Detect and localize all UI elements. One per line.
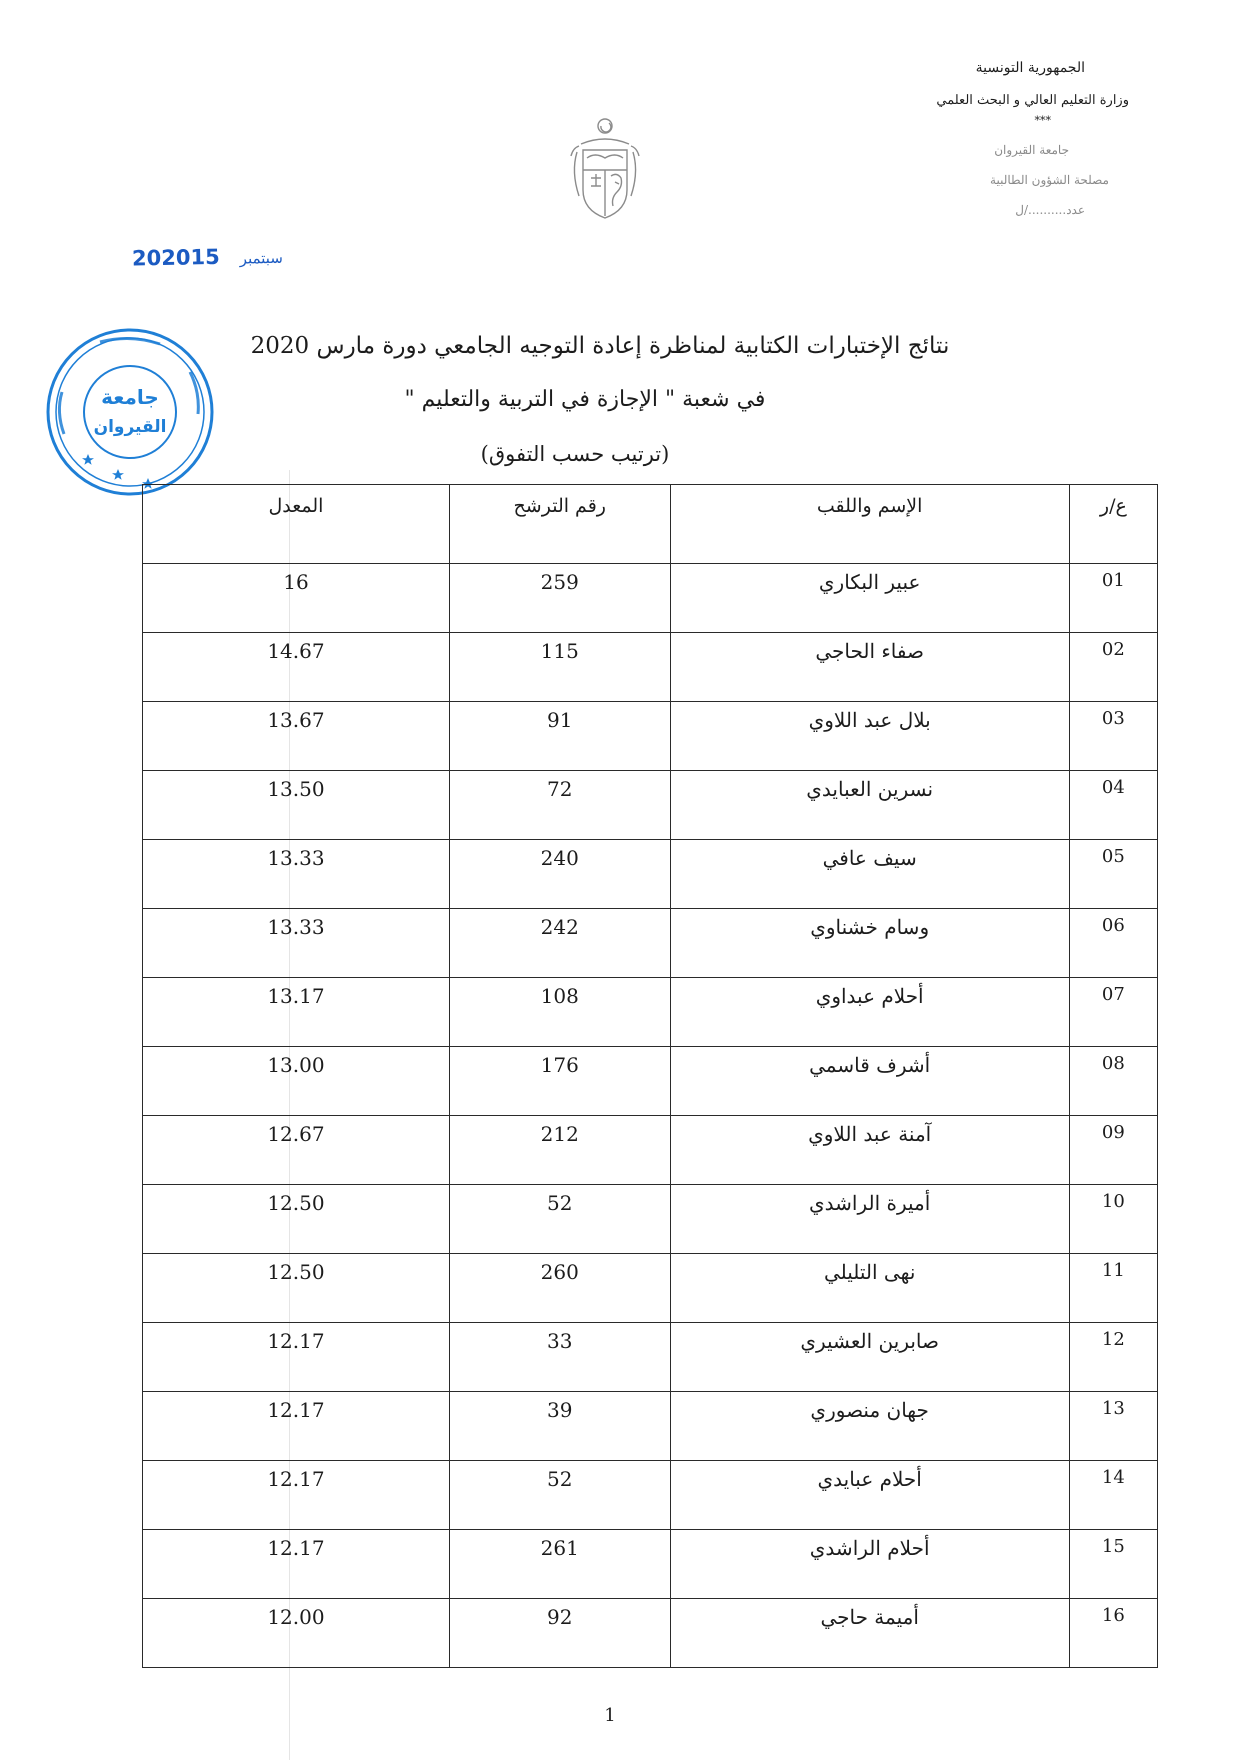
table-row: [143, 1185, 1158, 1254]
name-cell: أحلام عبايدي: [670, 1461, 1069, 1530]
department-name: مصلحة الشؤون الطالبية: [990, 173, 1109, 187]
rank-cell: 03: [1069, 702, 1157, 771]
column-header-candidate-number: رقم الترشح: [449, 485, 670, 564]
candidate-number-cell: 115: [449, 633, 670, 702]
rank-cell: 13: [1069, 1392, 1157, 1461]
letterhead-stars: ***: [1034, 113, 1051, 127]
rank-cell: 05: [1069, 840, 1157, 909]
page-number: 1: [604, 1705, 616, 1726]
name-cell: وسام خشناوي: [670, 909, 1069, 978]
name-cell: أحلام الراشدي: [670, 1530, 1069, 1599]
rank-cell: 15: [1069, 1530, 1157, 1599]
column-header-average: المعدل: [143, 485, 450, 564]
table-row: [143, 1599, 1158, 1668]
seal-text-bottom: القيروان: [93, 417, 167, 437]
candidate-number-cell: 52: [449, 1461, 670, 1530]
average-cell: 12.00: [143, 1599, 450, 1668]
name-cell: أميرة الراشدي: [670, 1185, 1069, 1254]
table-row: [143, 1047, 1158, 1116]
average-cell: 13.00: [143, 1047, 450, 1116]
average-cell: 13.33: [143, 840, 450, 909]
table-row: [143, 840, 1158, 909]
candidate-number-cell: 261: [449, 1530, 670, 1599]
table-row: [143, 978, 1158, 1047]
rank-cell: 12: [1069, 1323, 1157, 1392]
average-cell: 12.50: [143, 1254, 450, 1323]
date-stamp-day: 15: [190, 244, 220, 270]
average-cell: 12.67: [143, 1116, 450, 1185]
results-table: [142, 484, 1158, 1668]
table-row: [143, 1323, 1158, 1392]
seal-text-top: جامعة: [101, 385, 159, 409]
table-row: [143, 1254, 1158, 1323]
table-row: [143, 633, 1158, 702]
rank-cell: 06: [1069, 909, 1157, 978]
candidate-number-cell: 39: [449, 1392, 670, 1461]
rank-cell: 08: [1069, 1047, 1157, 1116]
date-stamp-year: 2020: [131, 245, 191, 271]
average-cell: 16: [143, 564, 450, 633]
name-cell: أميمة حاجي: [670, 1599, 1069, 1668]
table-row: [143, 1392, 1158, 1461]
column-header-rank: ع/ر: [1069, 485, 1157, 564]
average-cell: 13.67: [143, 702, 450, 771]
candidate-number-cell: 91: [449, 702, 670, 771]
letterhead: [889, 58, 1129, 219]
rank-cell: 04: [1069, 771, 1157, 840]
rank-cell: 16: [1069, 1599, 1157, 1668]
date-stamp-month: سبتمبر: [239, 248, 283, 268]
column-header-name: الإسم واللقب: [670, 485, 1069, 564]
table-row: [143, 702, 1158, 771]
candidate-number-cell: 108: [449, 978, 670, 1047]
table-row: [143, 564, 1158, 633]
table-row: [143, 909, 1158, 978]
ministry-name: وزارة التعليم العالي و البحث العلمي: [936, 93, 1129, 108]
table-row: [143, 1116, 1158, 1185]
average-cell: 12.17: [143, 1323, 450, 1392]
table-row: [143, 771, 1158, 840]
candidate-number-cell: 260: [449, 1254, 670, 1323]
average-cell: 12.17: [143, 1530, 450, 1599]
candidate-number-cell: 52: [449, 1185, 670, 1254]
name-cell: سيف عافي: [670, 840, 1069, 909]
table-row: [143, 1461, 1158, 1530]
name-cell: عبير البكاري: [670, 564, 1069, 633]
republic-name: الجمهورية التونسية: [975, 60, 1085, 76]
candidate-number-cell: 72: [449, 771, 670, 840]
name-cell: أشرف قاسمي: [670, 1047, 1069, 1116]
average-cell: 12.17: [143, 1392, 450, 1461]
university-name: جامعة القيروان: [994, 143, 1069, 157]
name-cell: صفاء الحاجي: [670, 633, 1069, 702]
average-cell: 13.17: [143, 978, 450, 1047]
name-cell: آمنة عبد اللاوي: [670, 1116, 1069, 1185]
reference-number: عدد........../ل: [1015, 203, 1085, 217]
ranking-note: (ترتيب حسب التفوق): [480, 442, 670, 466]
page-title: نتائج الإختبارات الكتابية لمناظرة إعادة التوجيه الجامعي دورة مارس 2020: [250, 333, 950, 359]
candidate-number-cell: 242: [449, 909, 670, 978]
candidate-number-cell: 176: [449, 1047, 670, 1116]
candidate-number-cell: 92: [449, 1599, 670, 1668]
average-cell: 13.50: [143, 771, 450, 840]
name-cell: نهى التليلي: [670, 1254, 1069, 1323]
university-seal-stamp: [40, 322, 220, 502]
page-subtitle: في شعبة " الإجازة في التربية والتعليم ": [404, 387, 766, 412]
table-header-row: [143, 485, 1158, 564]
name-cell: أحلام عبداوي: [670, 978, 1069, 1047]
rank-cell: 11: [1069, 1254, 1157, 1323]
candidate-number-cell: 33: [449, 1323, 670, 1392]
tunisia-coat-of-arms-icon: [565, 112, 645, 232]
results-table-body: [143, 564, 1158, 1668]
date-stamp: [132, 244, 299, 271]
rank-cell: 09: [1069, 1116, 1157, 1185]
candidate-number-cell: 259: [449, 564, 670, 633]
name-cell: نسرين العبايدي: [670, 771, 1069, 840]
rank-cell: 01: [1069, 564, 1157, 633]
rank-cell: 07: [1069, 978, 1157, 1047]
name-cell: صابرين العشيري: [670, 1323, 1069, 1392]
name-cell: بلال عبد اللاوي: [670, 702, 1069, 771]
average-cell: 12.50: [143, 1185, 450, 1254]
rank-cell: 02: [1069, 633, 1157, 702]
candidate-number-cell: 212: [449, 1116, 670, 1185]
average-cell: 14.67: [143, 633, 450, 702]
rank-cell: 14: [1069, 1461, 1157, 1530]
average-cell: 12.17: [143, 1461, 450, 1530]
candidate-number-cell: 240: [449, 840, 670, 909]
average-cell: 13.33: [143, 909, 450, 978]
table-row: [143, 1530, 1158, 1599]
name-cell: جهان منصوري: [670, 1392, 1069, 1461]
rank-cell: 10: [1069, 1185, 1157, 1254]
